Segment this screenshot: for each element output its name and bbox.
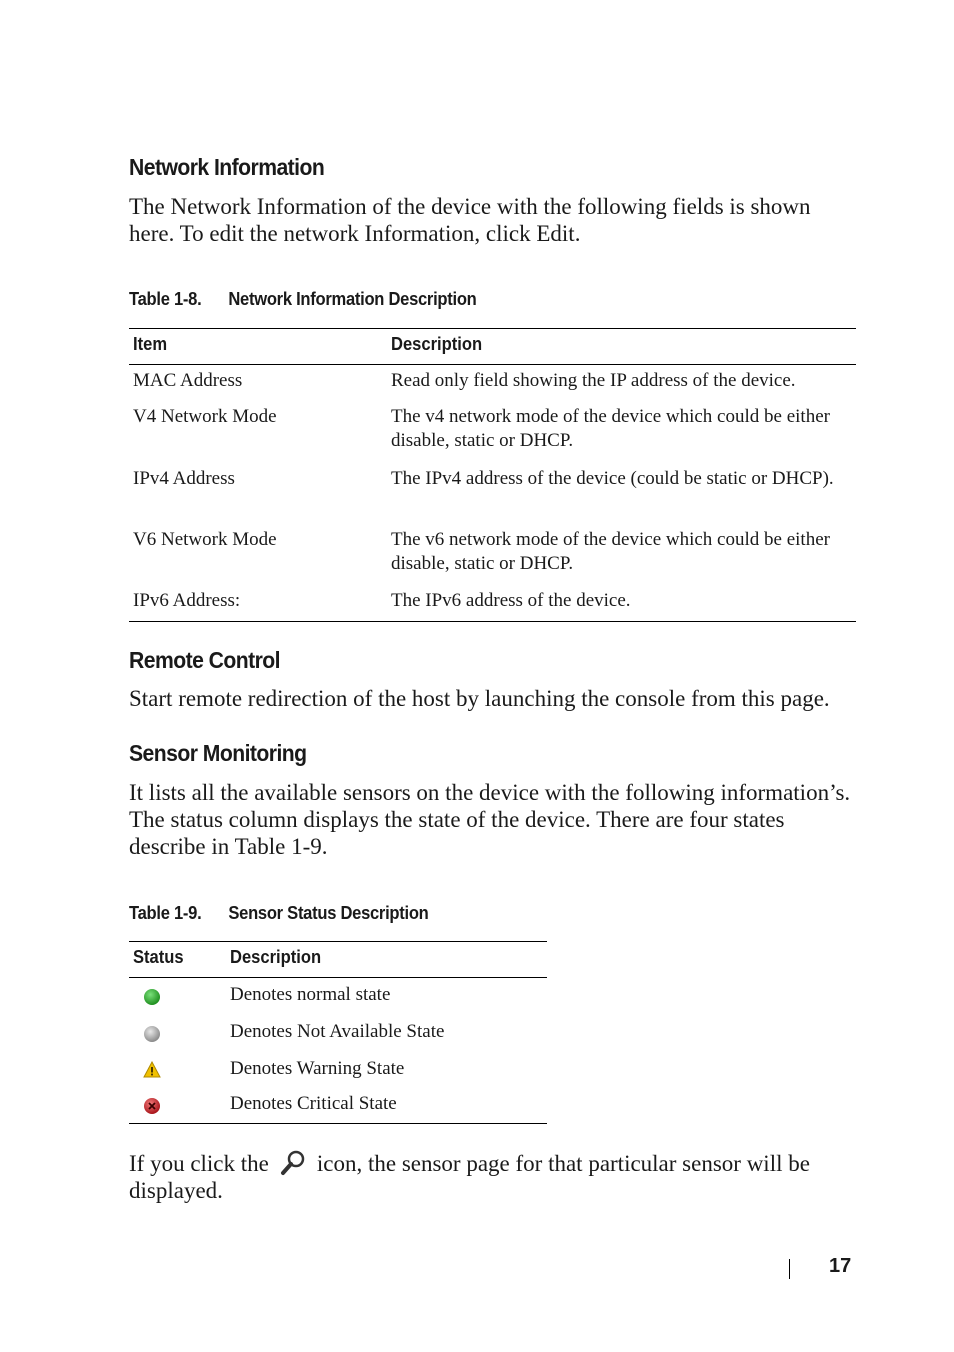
table-title: Sensor Status Description [228, 903, 429, 923]
warning-triangle-icon [143, 1061, 161, 1079]
remote-control-text: Start remote redirection of the host by launching the console from this page. [129, 686, 830, 711]
critical-x-circle-icon [143, 1097, 161, 1115]
green-circle-icon [143, 988, 161, 1006]
network-information-heading: Network Information [129, 154, 325, 180]
table-row [129, 1057, 547, 1087]
cell-description: The IPv4 address of the device (could be static or DHCP). [391, 468, 834, 489]
sensor-monitoring-heading: Sensor Monitoring [129, 740, 307, 766]
column-header-item: Item [133, 334, 168, 354]
network-information-intro: The Network Information of the device with the following fields is shown here. To edit the network Information, click Edit. [129, 194, 811, 246]
table-row [129, 1020, 547, 1050]
cell-description: Read only field showing the IP address of the device. [391, 370, 796, 391]
status-description: Denotes Critical State [230, 1093, 397, 1114]
magnifier-icon [275, 1149, 311, 1177]
table-number: Table 1-8. [129, 289, 202, 309]
footer-divider [789, 1259, 790, 1279]
closing-text-after: icon, the sensor page for that particular sensor will be displayed. [129, 1151, 810, 1203]
column-header-status: Status [133, 947, 184, 967]
cell-item: V6 Network Mode [133, 529, 277, 550]
cell-description: The v6 network mode of the device which could be either disable, static or DHCP. [391, 529, 830, 574]
status-description: Denotes Warning State [230, 1058, 405, 1079]
cell-item: MAC Address [133, 370, 243, 391]
gray-circle-icon [143, 1025, 161, 1043]
cell-item: IPv6 Address: [133, 590, 241, 611]
sensor-status-table [129, 941, 547, 1124]
table-1-9-caption [129, 903, 429, 924]
cell-description: The IPv6 address of the device. [391, 590, 631, 611]
closing-text-before: If you click the [129, 1151, 269, 1176]
table-title: Network Information Description [228, 289, 477, 309]
table-header-row [129, 329, 856, 365]
table-row [129, 983, 547, 1013]
sensor-closing-text [129, 1149, 856, 1204]
table-header-row [129, 942, 547, 978]
sensor-monitoring-intro: It lists all the available sensors on the device with the following information’s. The status column displays the state of the device. There are four states describe in Table 1-9. [129, 780, 851, 859]
status-description: Denotes Not Available State [230, 1021, 445, 1042]
cell-item: V4 Network Mode [133, 406, 277, 427]
cell-description: The v4 network mode of the device which could be either disable, static or DHCP. [391, 406, 830, 451]
column-header-description: Description [230, 947, 322, 967]
status-description: Denotes normal state [230, 984, 391, 1005]
table-number: Table 1-9. [129, 903, 202, 923]
column-header-description: Description [391, 334, 483, 354]
network-information-table [129, 328, 856, 622]
remote-control-heading: Remote Control [129, 647, 280, 673]
cell-item: IPv4 Address [133, 468, 235, 489]
page-number: 17 [829, 1255, 852, 1277]
table-row [129, 1092, 547, 1122]
table-1-8-caption [129, 289, 477, 310]
